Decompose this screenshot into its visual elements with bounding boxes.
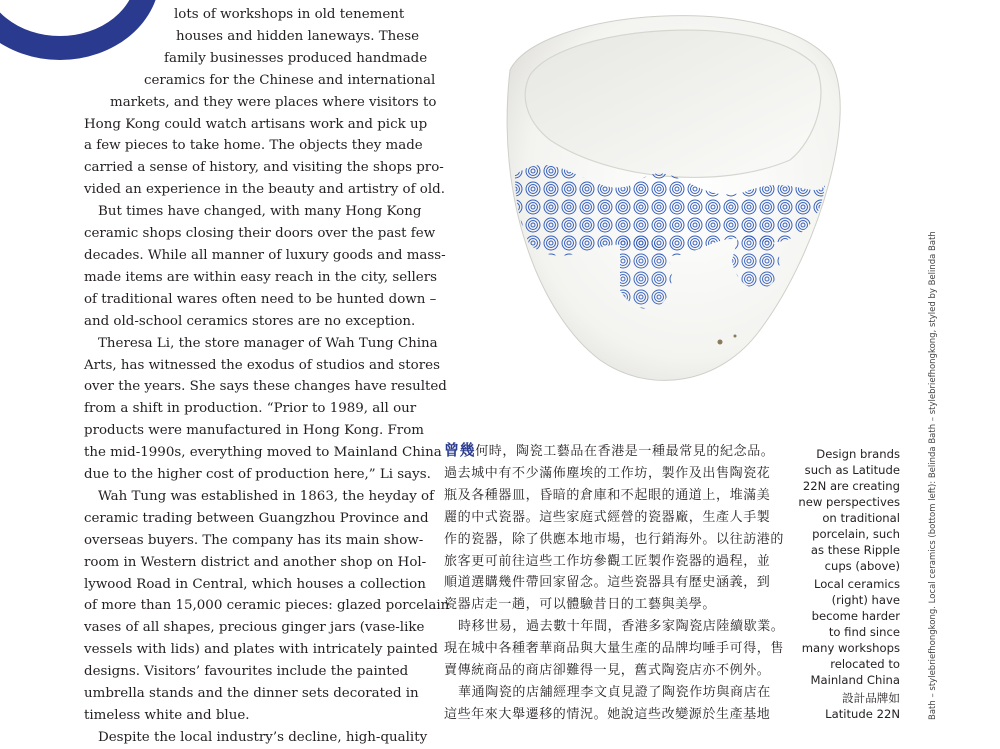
chinese-text: 旅客更可前往這些工作坊參觀工匠製作瓷器的過程，並	[444, 553, 771, 569]
chinese-text-line	[444, 638, 785, 660]
article-text-line: vided an experience in the beauty and artistry of old.	[84, 182, 445, 198]
article-text-line: ceramics for the Chinese and international	[144, 72, 436, 88]
chinese-text-line	[444, 660, 774, 682]
article-text-line: and old-school ceramics stores are no exception.	[84, 313, 416, 329]
article-text-line: designs. Visitors’ favourites include the painted	[84, 664, 409, 680]
caption-line: to find since	[828, 625, 900, 639]
caption-chinese	[790, 690, 900, 722]
caption-line: Mainland China	[810, 673, 900, 687]
chinese-text: 瓷器店走一趟，可以體驗昔日的工藝與美學。	[444, 597, 717, 613]
caption-line: on traditional	[822, 511, 900, 525]
ripple-cup-photo	[470, 0, 850, 400]
chinese-text-line	[444, 463, 774, 485]
chinese-text-line	[444, 551, 774, 573]
chinese-text: 順道選購幾件帶回家留念。這些瓷器具有歷史涵義，到	[444, 575, 771, 591]
chinese-article-column	[444, 440, 785, 726]
chinese-text-line	[444, 704, 774, 726]
article-text-line: ceramic trading between Guangzhou Province and	[84, 510, 429, 526]
caption-line: 設計品牌如	[842, 691, 900, 705]
article-text-line: Wah Tung was established in 1863, the heyday of	[98, 488, 435, 504]
article-text-line: markets, and they were places where visitors to	[110, 94, 437, 110]
english-article-column	[84, 4, 450, 749]
caption-line: many workshops	[801, 641, 900, 655]
article-text-line: Theresa Li, the store manager of Wah Tung China	[98, 335, 438, 351]
chinese-text: 瓶及各種器皿，昏暗的倉庫和不起眼的通道上，堆滿美	[444, 487, 771, 503]
article-text-line: houses and hidden laneways. These	[176, 28, 420, 44]
article-text-line: ceramic shops closing their doors over the past few	[84, 226, 436, 242]
caption-line: become harder	[811, 609, 900, 623]
caption-line: Latitude 22N	[825, 707, 900, 721]
article-text-line: decades. While all manner of luxury goods and mass-	[84, 247, 446, 263]
caption-line: porcelain, such	[812, 527, 900, 541]
chinese-text-line	[444, 594, 774, 616]
article-text-line: lots of workshops in old tenement	[174, 7, 405, 22]
caption-line: (right) have	[831, 593, 900, 607]
article-text-line: lywood Road in Central, which houses a collection	[84, 576, 426, 592]
article-text-line: Arts, has witnessed the exodus of studios and stores	[84, 357, 440, 373]
article-text-line: family businesses produced handmade	[164, 50, 428, 66]
chinese-text: 時移世易，過去數十年間，香港多家陶瓷店陸續歇業。	[458, 619, 785, 635]
article-text-line: from a shift in production. “Prior to 1989, all our	[84, 401, 417, 417]
article-text-line: a few pieces to take home. The objects they made	[84, 138, 423, 154]
chinese-text: 過去城中有不少滿佈塵埃的工作坊，製作及出售陶瓷花	[444, 465, 771, 481]
article-text-line: Hong Kong could watch artisans work and pick up	[84, 116, 428, 132]
ripple-cup-image	[470, 0, 850, 400]
article-text-line: products were manufactured in Hong Kong. From	[84, 423, 424, 439]
chinese-text-line	[444, 485, 774, 507]
caption-line: as these Ripple	[810, 543, 900, 557]
caption-line: cups (above)	[824, 559, 900, 573]
chinese-text: 作的瓷器，除了供應本地市場，也行銷海外。以往訪港的	[444, 531, 785, 547]
chinese-text-line	[444, 507, 774, 529]
chinese-text: 華通陶瓷的店舖經理李文貞見證了陶瓷作坊與商店在	[458, 684, 771, 700]
caption-line: 22N are creating	[802, 479, 900, 493]
article-text-line: carried a sense of history, and visiting the shops pro-	[84, 160, 444, 176]
caption-line: Local ceramics	[813, 577, 900, 591]
chinese-text-line	[444, 529, 785, 551]
article-text-line: due to the higher cost of production here,” Li says.	[84, 467, 431, 483]
article-text-line: made items are within easy reach in the city, sellers	[84, 269, 437, 285]
caption-right	[790, 576, 900, 688]
caption-above	[790, 446, 900, 574]
chinese-text: 何時，陶瓷工藝品在香港是一種最常見的紀念品。	[475, 444, 775, 459]
article-text-line: Despite the local industry’s decline, high-quality	[98, 729, 428, 745]
article-text-line: vases of all shapes, precious ginger jars (vase-like	[84, 620, 425, 636]
article-text-line: of more than 15,000 ceramic pieces: glazed porcelain	[84, 598, 450, 614]
chinese-text: 這些年來大舉遷移的情況。她說這些改變源於生產基地	[444, 706, 771, 722]
chinese-text-line	[444, 682, 774, 704]
caption-line: new perspectives	[798, 495, 900, 509]
photo-caption	[790, 446, 900, 724]
caption-line: Design brands	[816, 447, 900, 461]
chinese-text: 麗的中式瓷器。這些家庭式經營的瓷器廠，生產人手製	[444, 509, 771, 525]
photo-credit: Bath – stylebriefhongkong. Local ceramics (bottom left): Belinda Bath – stylebriefhongkong, styled by Belinda Bath	[928, 231, 938, 720]
article-text-line: vessels with lids) and plates with intricately painted	[84, 642, 438, 658]
article-text-line: But times have changed, with many Hong Kong	[98, 204, 422, 220]
chinese-text: 現在城中各種奢華商品與大量生產的品牌均唾手可得，售	[444, 641, 785, 657]
caption-line: relocated to	[830, 657, 900, 671]
chinese-lead-word: 曾幾	[444, 441, 476, 459]
article-text-line: room in Western district and another shop on Hol-	[84, 554, 427, 570]
article-text-line: of traditional wares often need to be hunted down –	[84, 291, 437, 307]
article-text-line: umbrella stands and the dinner sets decorated in	[84, 686, 419, 702]
chinese-text-line	[444, 572, 774, 594]
chinese-text-line	[444, 440, 774, 463]
article-text-line: overseas buyers. The company has its main show-	[84, 532, 424, 548]
chinese-text: 賣傳統商品的商店卻難得一見，舊式陶瓷店亦不例外。	[444, 663, 771, 679]
caption-line: such as Latitude	[804, 463, 900, 477]
article-text-line: timeless white and blue.	[84, 708, 250, 723]
chinese-text-line	[444, 616, 785, 638]
article-text-line: the mid-1990s, everything moved to Mainland China	[84, 445, 442, 461]
article-text-line: over the years. She says these changes have resulted	[84, 379, 447, 395]
